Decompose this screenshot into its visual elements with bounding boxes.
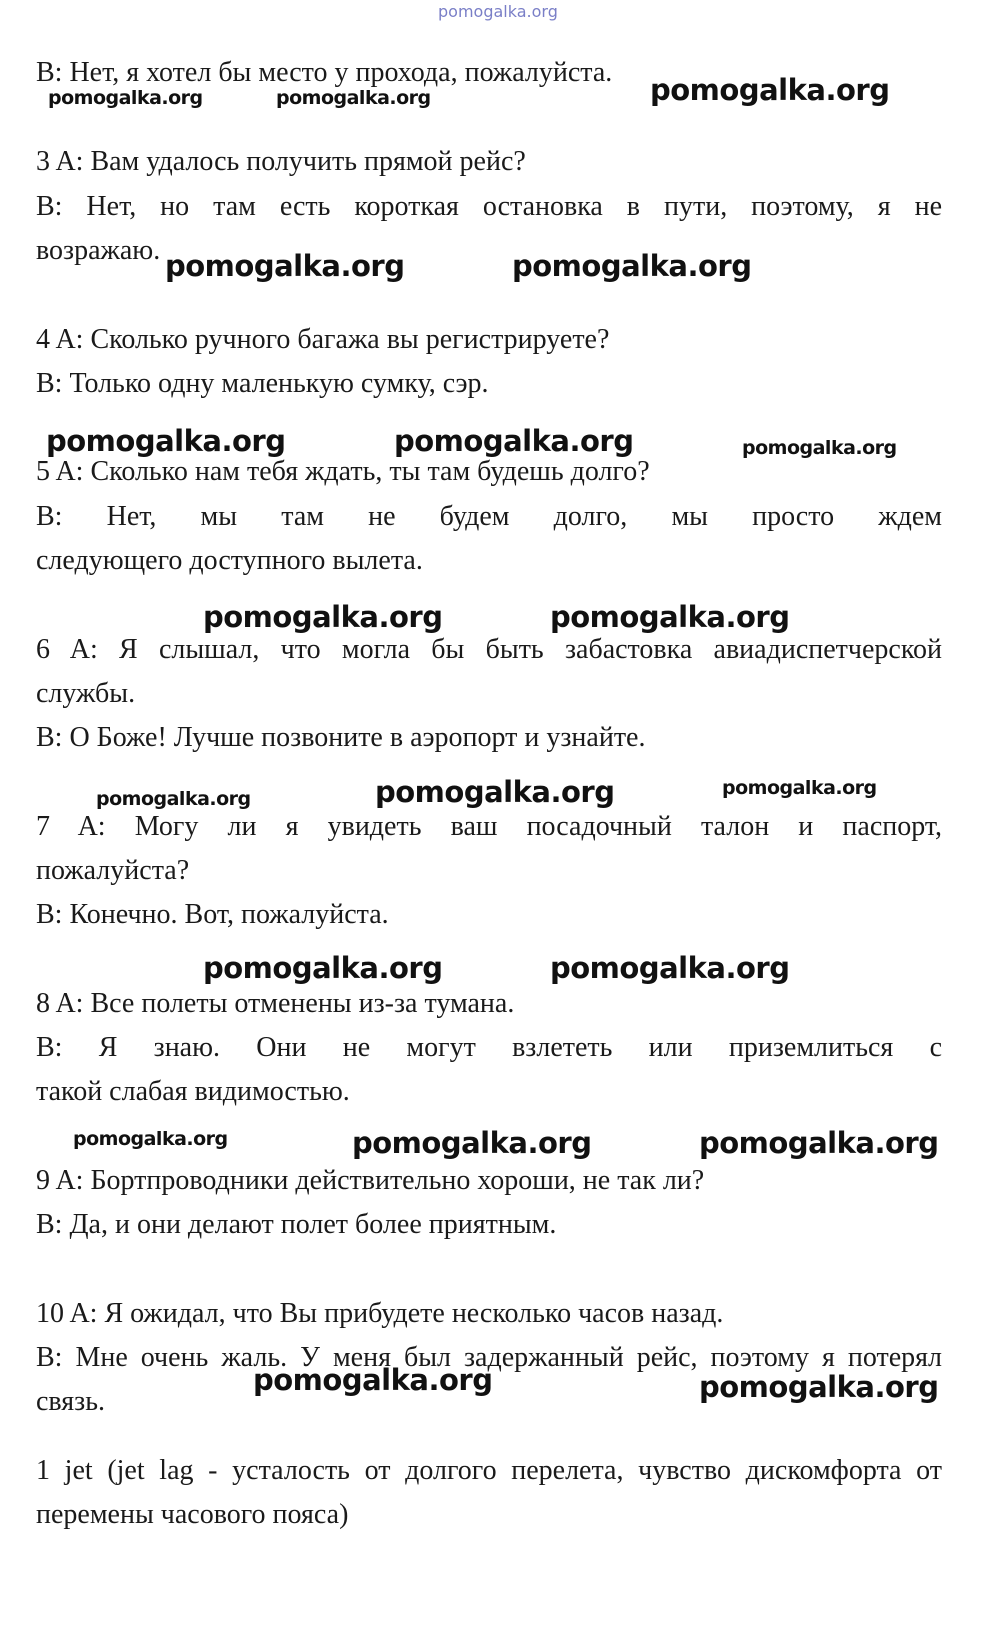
watermark: pomogalka.org <box>550 600 790 634</box>
watermark: pomogalka.org <box>352 1126 592 1160</box>
text-line: 3 A: Вам удалось получить прямой рейс? <box>36 146 526 177</box>
text-line: 1 jet (jet lag - усталость от долгого перелета, чувство дискомфорта от <box>36 1455 942 1486</box>
text-line: 7 A: Могу ли я увидеть ваш посадочный талон и паспорт, <box>36 811 942 842</box>
watermark: pomogalka.org <box>46 424 286 458</box>
text-line: 10 A: Я ожидал, что Вы прибудете несколько часов назад. <box>36 1298 724 1329</box>
text-line: пожалуйста? <box>36 855 190 886</box>
text-line: такой слабая видимостью. <box>36 1076 350 1107</box>
text-line: B: Нет, но там есть короткая остановка в пути, поэтому, я не <box>36 191 942 222</box>
watermark: pomogalka.org <box>48 87 203 109</box>
watermark: pomogalka.org <box>73 1128 228 1150</box>
watermark: pomogalka.org <box>650 73 890 107</box>
watermark: pomogalka.org <box>203 951 443 985</box>
watermark: pomogalka.org <box>375 775 615 809</box>
watermark: pomogalka.org <box>550 951 790 985</box>
text-line: службы. <box>36 678 136 709</box>
text-line: 5 A: Сколько нам тебя ждать, ты там будешь долго? <box>36 456 650 487</box>
text-line: B: Да, и они делают полет более приятным. <box>36 1209 557 1240</box>
text-line: следующего доступного вылета. <box>36 545 423 576</box>
watermark: pomogalka.org <box>512 249 752 283</box>
text-line: 9 A: Бортпроводники действительно хороши, не так ли? <box>36 1165 705 1196</box>
text-line: 6 A: Я слышал, что могла бы быть забастовка авиадиспетчерской <box>36 634 942 665</box>
watermark: pomogalka.org <box>276 87 431 109</box>
watermark: pomogalka.org <box>699 1370 939 1404</box>
text-line: 8 A: Все полеты отменены из-за тумана. <box>36 988 515 1019</box>
text-line: B: Нет, я хотел бы место у прохода, пожалуйста. <box>36 57 613 88</box>
text-line: B: Мне очень жаль. У меня был задержанный рейс, поэтому я потерял <box>36 1342 942 1373</box>
watermark: pomogalka.org <box>394 424 634 458</box>
text-line: связь. <box>36 1386 105 1417</box>
text-line: B: О Боже! Лучше позвоните в аэропорт и узнайте. <box>36 722 646 753</box>
watermark: pomogalka.org <box>699 1126 939 1160</box>
text-line: возражаю. <box>36 235 161 266</box>
watermark: pomogalka.org <box>96 788 251 810</box>
watermark: pomogalka.org <box>165 249 405 283</box>
text-line: 4 A: Сколько ручного багажа вы регистрируете? <box>36 324 610 355</box>
watermark: pomogalka.org <box>742 437 897 459</box>
text-line: B: Конечно. Вот, пожалуйста. <box>36 899 389 930</box>
text-line: B: Нет, мы там не будем долго, мы просто ждем <box>36 501 942 532</box>
watermark: pomogalka.org <box>722 777 877 799</box>
text-line: B: Я знаю. Они не могут взлететь или приземлиться с <box>36 1032 942 1063</box>
header-watermark: pomogalka.org <box>438 2 558 21</box>
watermark: pomogalka.org <box>253 1363 493 1397</box>
text-line: B: Только одну маленькую сумку, сэр. <box>36 368 489 399</box>
watermark: pomogalka.org <box>203 600 443 634</box>
text-line: перемены часового пояса) <box>36 1499 349 1530</box>
